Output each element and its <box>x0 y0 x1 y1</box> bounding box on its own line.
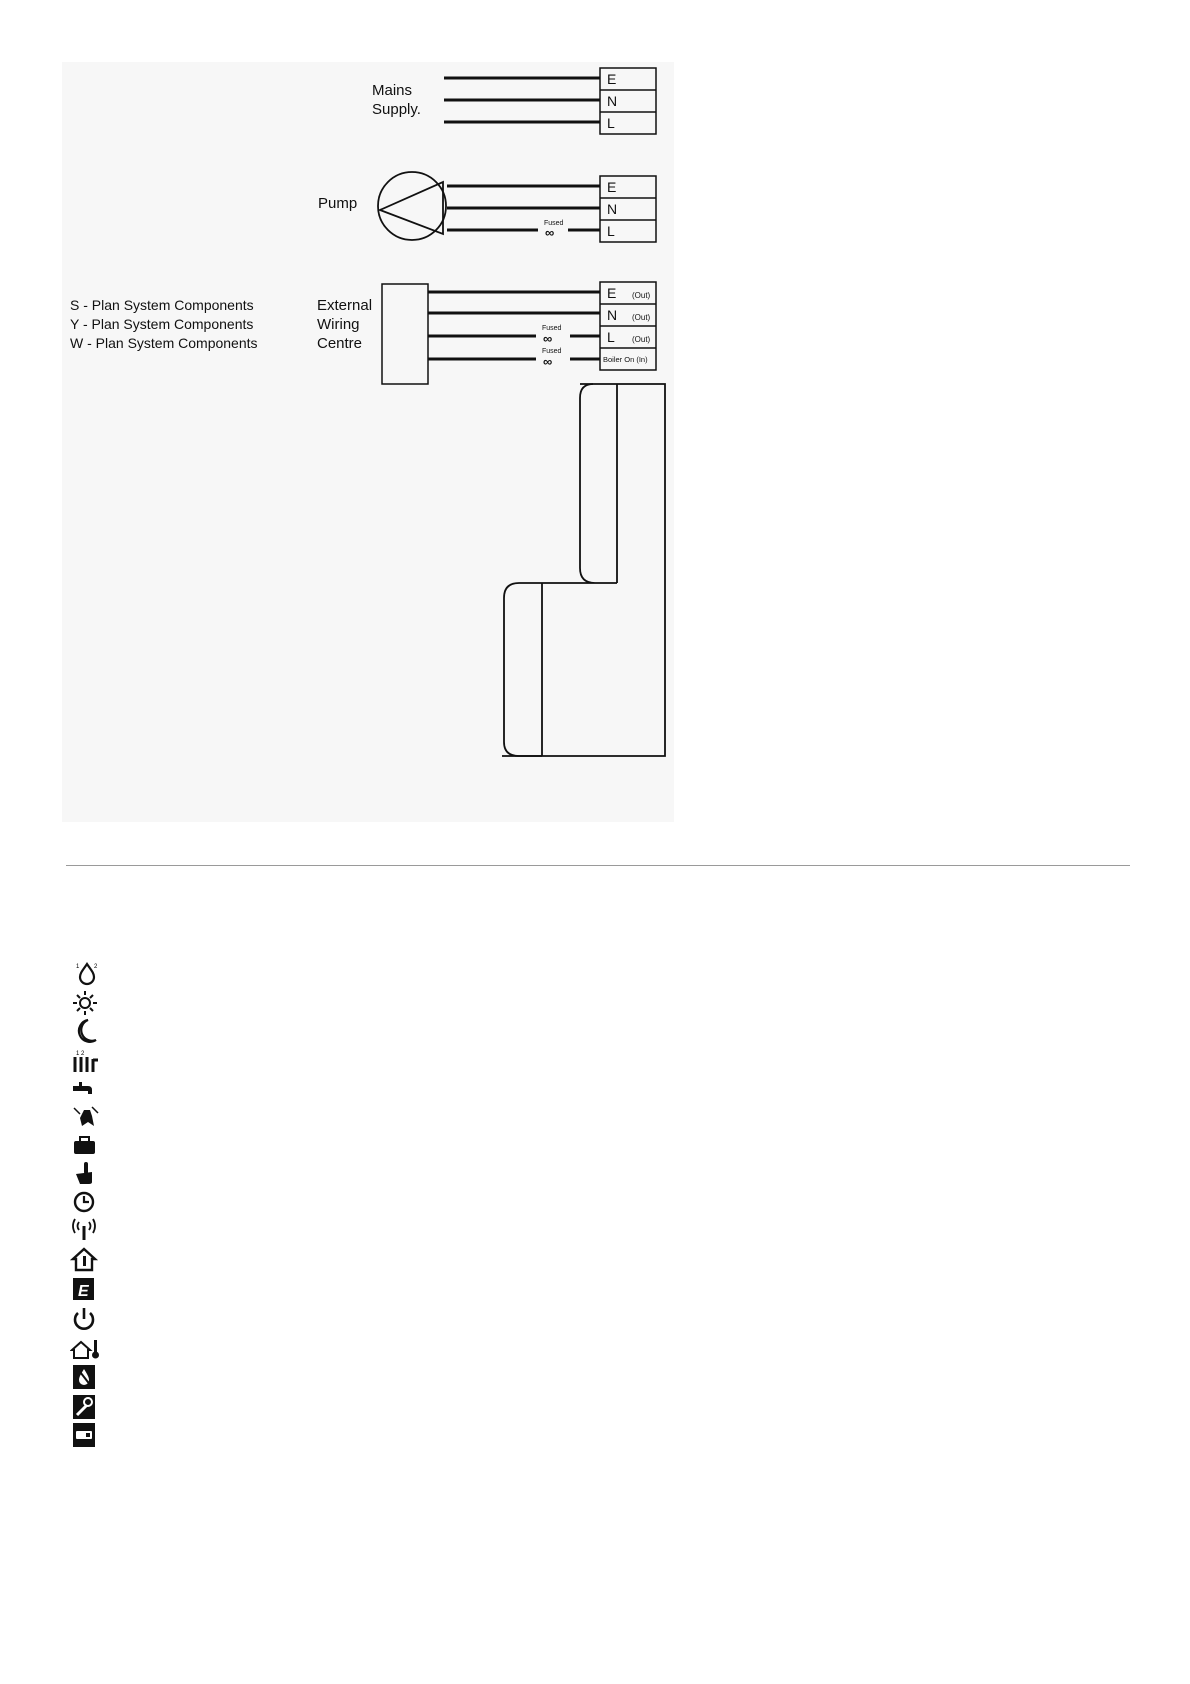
water-drop-icon <box>70 960 104 986</box>
wiring-terminal-boiler-on: Boiler On (In) <box>603 355 648 364</box>
wiring-centre-label-line1: External <box>317 297 373 314</box>
pump-label: Pump <box>318 195 358 212</box>
pump-fuse-label: Fused <box>544 220 564 227</box>
nav-top-link-1[interactable] <box>549 880 605 894</box>
wireless-icon <box>70 1216 104 1242</box>
plan-label-w: W - Plan System Components <box>70 335 258 351</box>
plan-label-s: S - Plan System Components <box>70 297 254 313</box>
svg-text:1: 1 <box>76 964 80 970</box>
wiring-fuse-label-2: Fused <box>542 348 562 355</box>
clock-icon <box>70 1188 104 1214</box>
power-icon <box>70 1306 104 1332</box>
wiring-terminal-l: L <box>607 329 615 345</box>
wiring-diagram-svg <box>62 62 674 822</box>
suitcase-icon <box>70 1132 104 1158</box>
nav-bottom <box>0 1563 1190 1580</box>
outdoor-temperature-icon <box>70 1336 104 1362</box>
wiring-fuse-icon-2: ∞ <box>543 354 553 369</box>
wiring-centre-label-line2: Wiring <box>317 316 360 333</box>
sun-icon <box>70 990 104 1016</box>
manual-hand-icon <box>70 1160 104 1186</box>
nav-bottom-link-1[interactable] <box>529 1563 609 1577</box>
pump-terminal-e: E <box>607 179 617 195</box>
mains-terminal-e: E <box>607 71 617 87</box>
tap-icon <box>70 1076 104 1102</box>
service-wrench-icon <box>70 1394 104 1420</box>
horizontal-rule <box>66 865 1130 866</box>
pump-fuse-icon: ∞ <box>545 225 555 240</box>
nav-top <box>0 880 1190 897</box>
mains-label-line2: Supply. <box>372 101 421 118</box>
battery-icon <box>70 1422 104 1448</box>
radiator-icon <box>70 1048 104 1074</box>
mains-terminal-l: L <box>607 115 615 131</box>
nav-bottom-link-2[interactable] <box>629 1563 661 1577</box>
nav-top-link-2[interactable] <box>625 880 641 894</box>
wiring-terminal-e-note: (Out) <box>632 291 651 300</box>
svg-text:E: E <box>78 1283 89 1300</box>
svg-text:1 2: 1 2 <box>76 1051 85 1057</box>
wiring-fuse-icon-1: ∞ <box>543 331 553 346</box>
wiring-terminal-e: E <box>607 285 617 301</box>
wiring-diagram <box>62 62 674 822</box>
svg-text:2: 2 <box>94 964 98 970</box>
pump-symbol <box>378 172 446 240</box>
boiler-outline <box>502 384 665 756</box>
mains-wires <box>444 78 600 122</box>
wiring-fuse-label-1: Fused <box>542 325 562 332</box>
wiring-terminal-n-note: (Out) <box>632 313 651 322</box>
moon-icon <box>70 1018 104 1044</box>
frost-protection-icon <box>70 1104 104 1130</box>
wiring-centre-wires <box>428 292 600 359</box>
wiring-terminal-l-note: (Out) <box>632 335 651 344</box>
wiring-centre-box <box>382 284 428 384</box>
wiring-centre-label-line3: Centre <box>317 335 363 352</box>
pump-terminal-n: N <box>607 201 618 217</box>
mains-label-line1: Mains <box>372 82 413 99</box>
pump-wires <box>447 186 600 230</box>
wiring-terminal-n: N <box>607 307 618 323</box>
e-mode-icon <box>70 1276 104 1302</box>
pump-terminal-l: L <box>607 223 615 239</box>
plan-label-y: Y - Plan System Components <box>70 316 254 332</box>
house-temperature-icon <box>70 1246 104 1272</box>
anti-legionella-icon <box>70 1364 104 1390</box>
mains-terminal-n: N <box>607 93 618 109</box>
